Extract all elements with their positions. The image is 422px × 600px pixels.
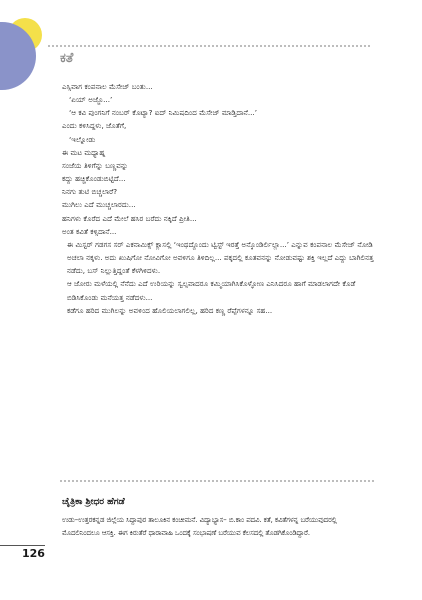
story-paragraph: ಕಡೆಗೂ ಹರಿದ ಮುಗಿಲನ್ನು ಅವಳಿಂದ ಹೊಲಿಯಲಾಗಲಿಲ್ಲ, ಹರಿದ ಕಣ್ಣ ರೆಪ್ಪೆಗಳನ್ನೂ ಸಹ...: [67, 305, 273, 315]
section-label: ಕತೆ: [60, 51, 74, 66]
story-line: ಹನಿಗಳು ಕೊರೆದ ಎದೆ ಮೇಲೆ ಹಸಿರ ಬರೆದು ನಕ್ಕಿದೆ ಪ್ರೀತಿ...: [62, 213, 197, 223]
story-line: ಕದ್ದು ಹಚ್ಚಿಕೊಂಡುಬಿಟ್ಟಿದೆ...: [62, 174, 126, 184]
story-line: ‘ಇಲ್ನೋಡು: [69, 134, 96, 144]
story-body: [62, 80, 380, 317]
author-name: ಚೈತ್ರಿಕಾ ಶ್ರೀಧರ ಹೆಗಡೆ: [62, 497, 125, 507]
top-dotted-rule: [48, 45, 370, 47]
page-number: 126: [22, 547, 45, 560]
corner-decoration: [0, 0, 48, 90]
section-divider: [60, 480, 374, 482]
story-line: ‘ಆ ಕವಿ ಪುಂಗನಿಗೆ ನಂಬರ್ ಕೊಟ್ಯಾ? ಐದ್ ನಿಮಿಷದಿಂದ ಮೆಸೇಜ್ ಮಾಡ್ತಿದಾನೆ...’: [69, 108, 258, 118]
story-line: ನಿನಗು ತುಟಿ ಬಿಚ್ಚಲಾರೆ?: [62, 187, 118, 197]
story-line: ಎಸ್ಸಿವಾಗ ಕಂಪನಾಲ ಮೆಸೇಜ್ ಬಂತು...: [62, 82, 153, 91]
story-line: ಎಂದು ಕಳಿಸಿದ್ದಳು, ಜೊತೆಗೆ,: [62, 121, 127, 131]
story-line: ಮುಗಿಲು ಎದೆ ಮುಚ್ಚಲಾರದು...: [62, 200, 136, 210]
story-paragraph: ಆ ಜೋರು ಮಳೆಯಲ್ಲಿ ನೆನೆದು ಎದೆ ಉರಿಯನ್ನು ಸ್ವಲ್ಪವಾದರೂ ಕಮ್ಮಿಯಾಗಿಸಿಕೊಳ್ಳೋಣ ಎನಿಸಿದರೂ ಹಾಗೆ ಮಾಡಲಾಗದೇ ಕೊಡೆ ಬಿಡಿಸಿಕೊಂಡು ಮನೆಯತ್ತ ನಡೆದಳು...: [67, 279, 356, 302]
page-number-rule: [0, 545, 45, 546]
story-line: ‘ಏಯ್ ಅಜ್ಜೊ...’: [69, 95, 113, 105]
story-line: ಈ ಮಟ ಮಧ್ಯಾಹ್ನ: [62, 147, 106, 157]
story-paragraph: ಈ ಮಿಸ್ಟರ್ ಗಡಗಸ ಸರ್ ಎಕನಾಮಿಕ್ಸ್ ಕ್ಲಾಸಲ್ಲಿ ‘ಇಂಥದ್ದೊಂದು ಟ್ವಿಸ್ಟ್ ಇರತ್ತೆ ಅನ್ಕೊಂಡಿರ್ಲಿಲ್ಲಾ...’ ಎನ್ನುವ ಕಂಪನಾಲ ಮೆಸೇಜ್ ನೋಡಿ ಅಚಲಾ ನಕ್ಕಳು. ಅದು ಖುಷಿಗೋ ನೋವಿಗೋ ಅವಳಿಗೂ ತಿಳಿದಿಲ್ಲ... ಪಕ್ಕದಲ್ಲಿ ಕೂತವನನ್ನು ನೋಡುವಷ್ಟು ಶಕ್ತಿ ಇಲ್ಲದೆ ಎದ್ದು ಬಾಗಿಲಿನತ್ತ ನಡೆದು, ಬಸ್ ನಿಲ್ಲುತ್ತಿದ್ದಂತೆ ಕೆಳಗಿಳಿದಳು.: [67, 239, 374, 276]
story-line: ಅಂತ ಕವಿತೆ ಕಳ್ಸಿದಾನೆ...: [62, 226, 117, 236]
story-line: ಸಂಜೆಯ ತಿಳಿಗೆನ್ನು ಬಣ್ಣವನ್ನು: [62, 160, 129, 170]
author-bio: ಉಡು–ಉತ್ತರಕನ್ನಡ ಜಿಲ್ಲೆಯ ಸಿದ್ದಾಪುರ ತಾಲೂಕಿನ ಕಂಚೀಮನೆ. ವಿದ್ಯಾಭ್ಯಾಸ– ಬಿ.ಕಾಂ ಪದವಿ. ಕತೆ, ಕವಿತೆಗಳನ್ನ ಬರೆಯುವುದರಲ್ಲಿ ಮೊದಲಿನಿಂದಲೂ ಆಸಕ್ತಿ. ಈಗ ಕಿರುತೆರೆ ಧಾರಾವಾಹಿ ಒಂದಕ್ಕೆ ಸಂಭಾಷಣೆ ಬರೆಯುವ ಕೆಲಸದಲ್ಲಿ ತೊಡಗಿಕೊಂಡಿದ್ದಾರೆ.: [62, 516, 337, 537]
